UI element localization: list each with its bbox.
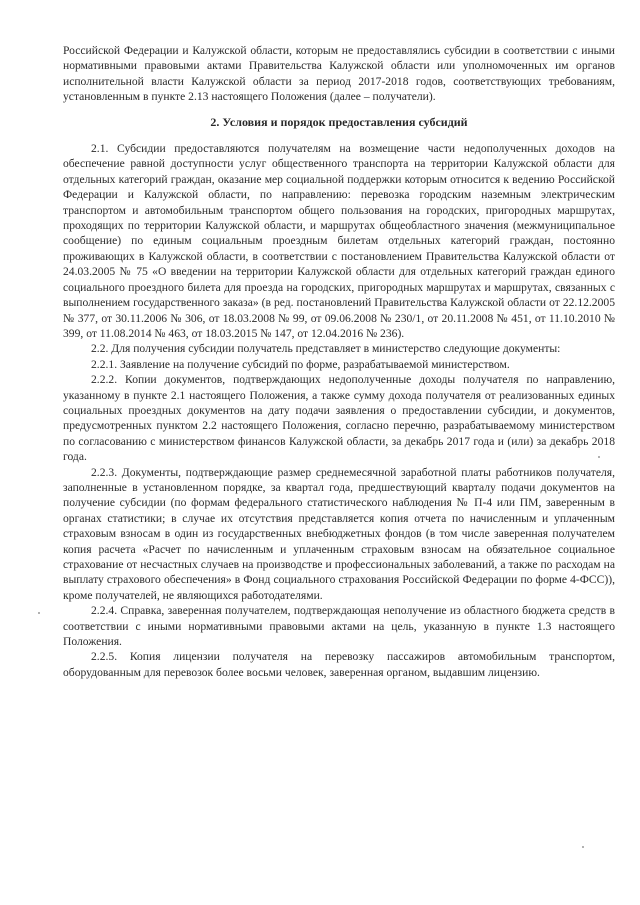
paragraph-2-2-4: 2.2.4. Справка, заверенная получателем, подтверждающая неполучение из областного бюджета средств в соответствии с иными нормативными правовыми актами на цель, указанную в пункте 1.3 настоящего Положения. [63, 604, 615, 649]
paragraph-2-2-2: 2.2.2. Копии документов, подтверждающих недополученные доходы получателя по направлению, указанному в пункте 2.1 настоящего Положения, а также сумму дохода получателя от реализованных единых социальных проездных документов на дату подачи заявления о предоставлении субсидии, и документов, предусмотренных пунктом 2.2 настоящего Положения, согласно перечню, разрабатываемому министерством по согласованию с министерством финансов Калужской области, за декабрь 2017 года и (или) за декабрь 2018 года. [63, 373, 615, 464]
intro-paragraph: Российской Федерации и Калужской области, которым не предоставлялись субсидии в соответствии с иными нормативными правовыми актами Правительства Калужской области или уполномоченных им органов исполнительной власти Калужской области за период 2017-2018 годов, соответствующих требованиям, установленным в пункте 2.13 настоящего Положения (далее – получатели). [63, 44, 615, 104]
scan-speck [582, 846, 584, 848]
scan-speck [38, 612, 40, 614]
scan-speck [598, 456, 600, 458]
paragraph-2-2-3: 2.2.3. Документы, подтверждающие размер среднемесячной заработной платы работников получателя, заполненные в установленном порядке, за квартал года, предшествующий кварталу подачи документов на получение субсидии (по формам федерального статистического наблюдения № П-4 или ПМ, заверенным в органах статистики; в случае их отсутствия представляется копия отчета по начисленным и уплаченным страховым взносам в один из государственных внебюджетных фондов (в том числе заверенная получателем копия расчета «Расчет по начисленным и уплаченным страховым взносам на обязательное социальное страхование от несчастных случаев на производстве и профессиональных заболеваний, а также по расходам на выплату страхового обеспечения» в Фонд социального страхования Российской Федерации по форме 4-ФСС)), кроме получателей, не являющихся работодателями. [63, 465, 615, 602]
paragraph-2-1: 2.1. Субсидии предоставляются получателям на возмещение части недополученных доходов на обеспечение равной доступности услуг общественного транспорта на территории Калужской области для отдельных категорий граждан, оказание мер социальной поддержки которым относится к ведению Российской Федерации и Калужской области, по направлению: перевозка городским наземным электрическим транспортом и автомобильным транспортом общего пользования на городских, пригородных маршрутах, проходящих по территории Калужской области, и маршрутах общеобластного значения (межмуниципальное сообщение) по единым социальным проездным билетам отдельных категорий граждан, постоянно проживающих в Калужской области, в соответствии с постановлением Правительства Калужской области от 24.03.2005 № 75 «О введении на территории Калужской области для отдельных категорий граждан единого социального проездного билета для проезда на городских, пригородных маршрутах и маршрутах, связанных с выполнением государственного заказа» (в ред. постановлений Правительства Калужской области от 22.12.2005 № 377, от 30.11.2006 № 306, от 18.03.2008 № 99, от 09.06.2008 № 230/1, от 20.11.2008 № 451, от 11.10.2010 № 399, от 11.08.2014 № 463, от 18.03.2015 № 147, от 12.04.2016 № 236). [63, 142, 615, 340]
paragraph-2-2: 2.2. Для получения субсидии получатель представляет в министерство следующие документы: [91, 342, 561, 356]
section-heading: 2. Условия и порядок предоставления субсидий [210, 114, 468, 129]
paragraph-2-2-1: 2.2.1. Заявление на получение субсидий по форме, разрабатываемой министерством. [91, 357, 510, 371]
document-page [63, 43, 615, 680]
paragraph-2-2-5: 2.2.5. Копия лицензии получателя на перевозку пассажиров автомобильным транспортом, оборудованным для перевозок более восьми человек, заверенная органом, выдавшим лицензию. [63, 650, 615, 679]
